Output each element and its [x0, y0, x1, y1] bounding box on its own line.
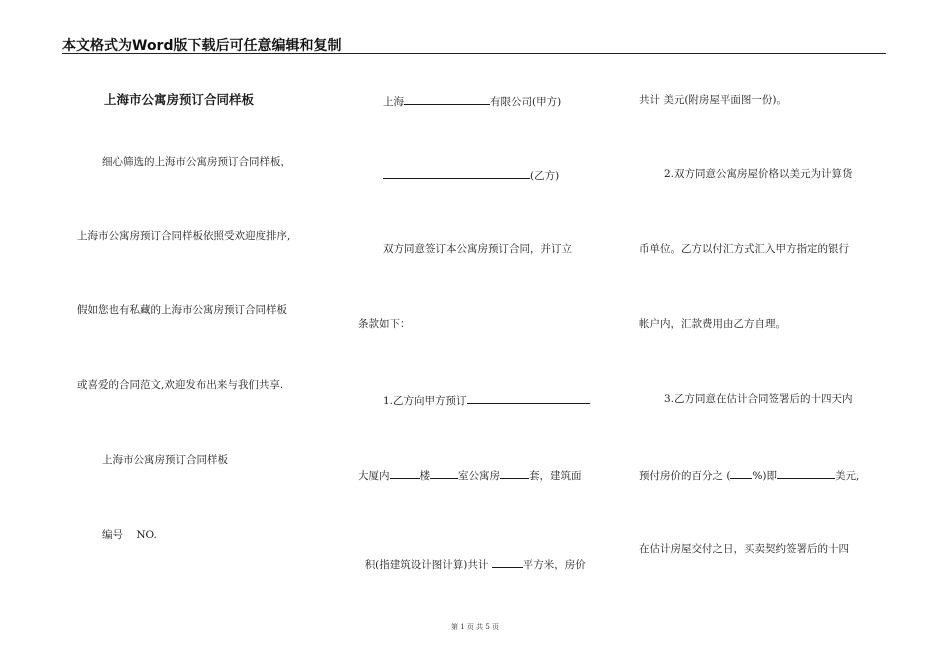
middle-line-7 [358, 542, 586, 572]
room-blank [430, 467, 458, 479]
party-b-suffix: (乙方) [530, 170, 560, 182]
unit-count-label: 套，建筑面 [529, 470, 582, 482]
right-line-6 [639, 467, 859, 483]
right-line-4: 帐户内，汇款费用由乙方自理。 [639, 318, 786, 330]
left-line-1: 细心筛选的上海市公寓房预订合同样板， [102, 156, 291, 168]
building-label: 大厦内 [358, 470, 390, 482]
percent-prefix: 预付房价的百分之 ( [639, 470, 731, 482]
area-blank [492, 556, 523, 568]
middle-line-3: 双方同意签订本公寓房预订合同，并订立 [383, 243, 572, 255]
floor-blank [390, 467, 420, 479]
right-line-7: 在估计房屋交付之日，买卖契约签署后的十四 [639, 543, 849, 555]
unit-count-blank [500, 467, 529, 479]
left-line-2: 上海市公寓房预订合同样板依照受欢迎度排序, [77, 230, 291, 242]
document-header: 本文格式为Word版下载后可任意编辑和复制 [62, 38, 342, 54]
left-line-6: 编号 NO. [102, 529, 157, 541]
left-line-3: 假如您也有私藏的上海市公寓房预订合同样板 [77, 304, 287, 316]
percent-blank [730, 467, 752, 479]
page-number-footer: 第 1 页 共 5 页 [450, 623, 500, 631]
right-line-1: 共计 美元(附房屋平面图一份)。 [639, 94, 788, 106]
document-title: 上海市公寓房预订合同样板 [104, 92, 255, 107]
party-a-prefix: 上海 [383, 96, 404, 108]
usd-label: 美元, [835, 470, 860, 482]
room-label: 室公寓房 [458, 470, 500, 482]
left-line-4: 或喜爱的合同范文,欢迎发布出来与我们共享. [77, 379, 284, 391]
middle-line-2 [383, 167, 559, 183]
area-label: 积(指建筑设计图计算)共计 [364, 559, 492, 571]
party-a-name-blank [404, 93, 490, 105]
party-a-suffix: 有限公司(甲方) [490, 96, 562, 108]
percent-suffix: %)即 [752, 470, 778, 482]
middle-line-1 [383, 93, 561, 109]
clause-1-prefix: 1.乙方向甲方预订 [383, 395, 467, 407]
left-line-5: 上海市公寓房预订合同样板 [102, 454, 228, 466]
middle-line-4: 条款如下： [358, 318, 411, 330]
middle-line-6 [358, 467, 582, 483]
right-line-3: 币单位。乙方以付汇方式汇入甲方指定的银行 [639, 243, 849, 255]
right-line-5: 3.乙方同意在估计合同签署后的十四天内 [664, 393, 853, 405]
party-b-name-blank [383, 167, 530, 179]
header-divider [62, 53, 886, 54]
reserved-building-blank [467, 392, 590, 404]
middle-line-5 [383, 392, 590, 408]
usd-amount-blank [777, 467, 835, 479]
area-unit-label: 平方米，房价 [522, 559, 586, 571]
floor-label: 楼 [419, 470, 430, 482]
right-line-2: 2.双方同意公寓房屋价格以美元为计算货 [664, 168, 853, 180]
